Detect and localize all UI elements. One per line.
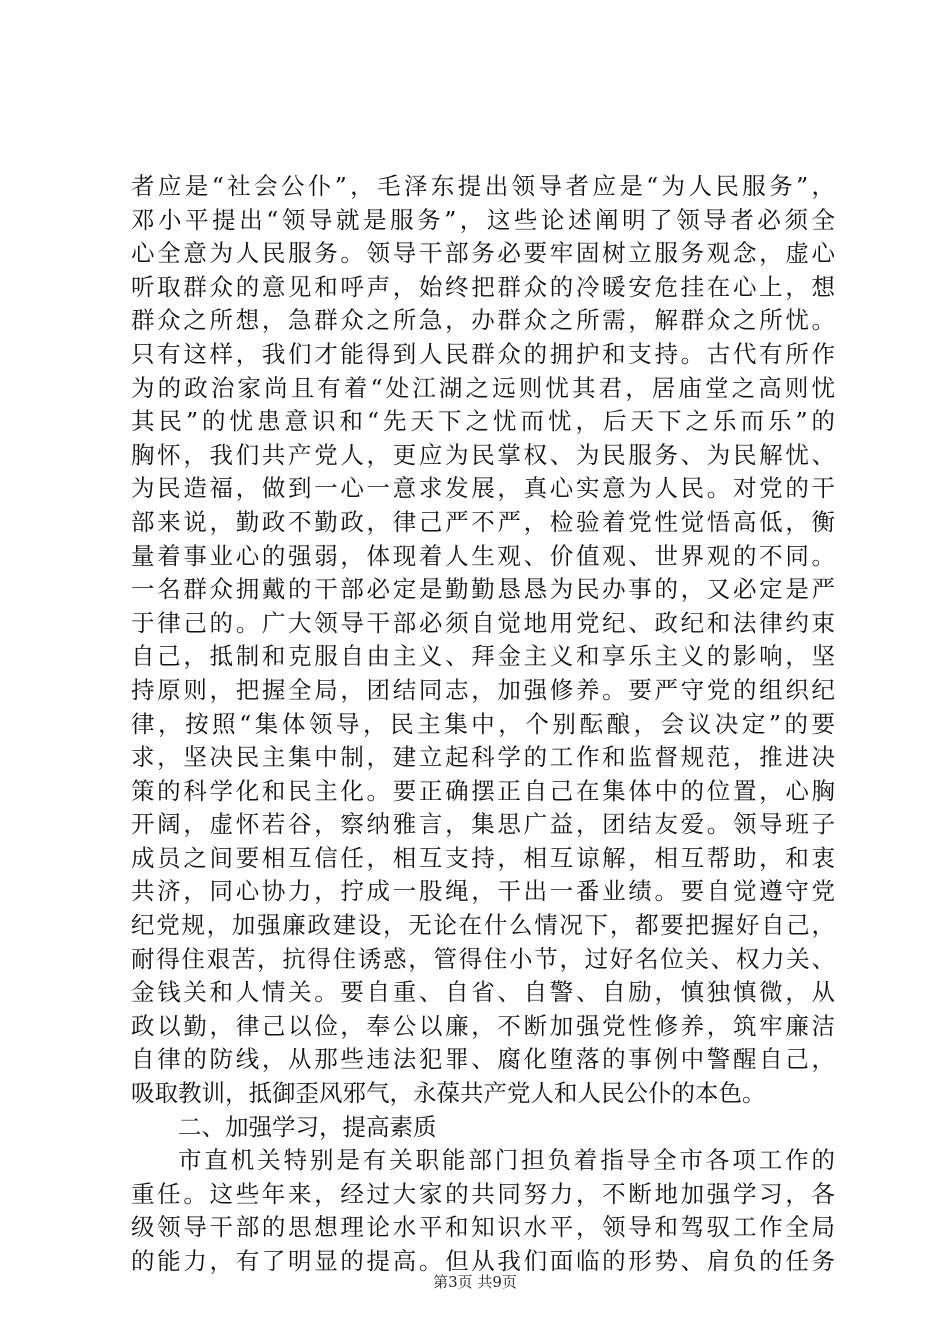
text-line: 金钱关和人情关。要自重、自省、自警、自励，慎独慎微，从 (131, 978, 835, 1007)
text-line: 成员之间要相互信任，相互支持，相互谅解，相互帮助，和衷 (131, 843, 835, 872)
text-line: 为的政治家尚且有着“处江湖之远则忧其君，居庙堂之高则忧 (131, 373, 835, 402)
text-line: 量着事业心的强弱，体现着人生观、价值观、世界观的不同。 (131, 541, 835, 570)
text-line: 策的科学化和民主化。要正确摆正自己在集体中的位置，心胸 (131, 776, 835, 805)
text-line: 听取群众的意见和呼声，始终把群众的冷暖安危挂在心上，想 (131, 272, 835, 301)
text-line: 纪党规，加强廉政建设，无论在什么情况下，都要把握好自己， (131, 911, 835, 940)
text-line: 者应是“社会公仆”，毛泽东提出领导者应是“为人民服务”， (131, 172, 835, 200)
text-line: 其民”的忧患意识和“先天下之忧而忧，后天下之乐而乐”的 (131, 407, 835, 436)
text-line: 持原则，把握全局，团结同志，加强修养。要严守党的组织纪 (131, 675, 835, 704)
text-line: 心全意为人民服务。领导干部务必要牢固树立服务观念，虚心 (131, 239, 835, 268)
text-line: 重任。这些年来，经过大家的共同努力，不断地加强学习，各 (131, 1179, 835, 1208)
text-line: 律，按照“集体领导，民主集中，个别酝酿，会议决定”的要 (131, 709, 835, 738)
text-line: 邓小平提出“领导就是服务”，这些论述阐明了领导者必须全 (131, 205, 835, 234)
text-line: 市直机关特别是有关职能部门担负着指导全市各项工作的 (178, 1146, 835, 1175)
document-body (131, 170, 835, 1279)
section-heading: 二、加强学习，提高素质 (178, 1112, 437, 1141)
text-line: 政以勤，律己以俭，奉公以廉，不断加强党性修养，筑牢廉洁 (131, 1011, 835, 1040)
text-line: 为民造福，做到一心一意求发展，真心实意为人民。对党的干 (131, 474, 835, 503)
text-line: 级领导干部的思想理论水平和知识水平，领导和驾驭工作全局 (131, 1213, 835, 1242)
text-line: 开阔，虚怀若谷，察纳雅言，集思广益，团结友爱。领导班子 (131, 810, 835, 839)
text-line: 吸取教训，抵御歪风邪气，永葆共产党人和人民公仆的本色。 (131, 1079, 766, 1108)
text-line: 的能力，有了明显的提高。但从我们面临的形势、肩负的任务 (131, 1247, 835, 1275)
text-line: 求，坚决民主集中制，建立起科学的工作和监督规范，推进决 (131, 743, 835, 772)
text-line: 耐得住艰苦，抗得住诱惑，管得住小节，过好名位关、权力关、 (131, 944, 835, 973)
text-line: 于律己的。广大领导干部必须自觉地用党纪、政纪和法律约束 (131, 608, 835, 637)
text-line: 群众之所想，急群众之所急，办群众之所需，解群众之所忧。 (131, 306, 835, 335)
text-line: 共济，同心协力，拧成一股绳，干出一番业绩。要自觉遵守党 (131, 877, 835, 906)
text-line: 只有这样，我们才能得到人民群众的拥护和支持。古代有所作 (131, 339, 835, 368)
text-line: 一名群众拥戴的干部必定是勤勤恳恳为民办事的，又必定是严 (131, 575, 835, 604)
text-line: 自己，抵制和克服自由主义、拜金主义和享乐主义的影响，坚 (131, 642, 835, 671)
text-line: 自律的防线，从那些违法犯罪、腐化堕落的事例中警醒自己， (131, 1045, 835, 1074)
text-line: 胸怀，我们共产党人，更应为民掌权、为民服务、为民解忧、 (131, 440, 835, 469)
text-line: 部来说，勤政不勤政，律己严不严，检验着党性觉悟高低，衡 (131, 507, 835, 536)
page-footer: 第3页 共9页 (433, 1273, 517, 1291)
